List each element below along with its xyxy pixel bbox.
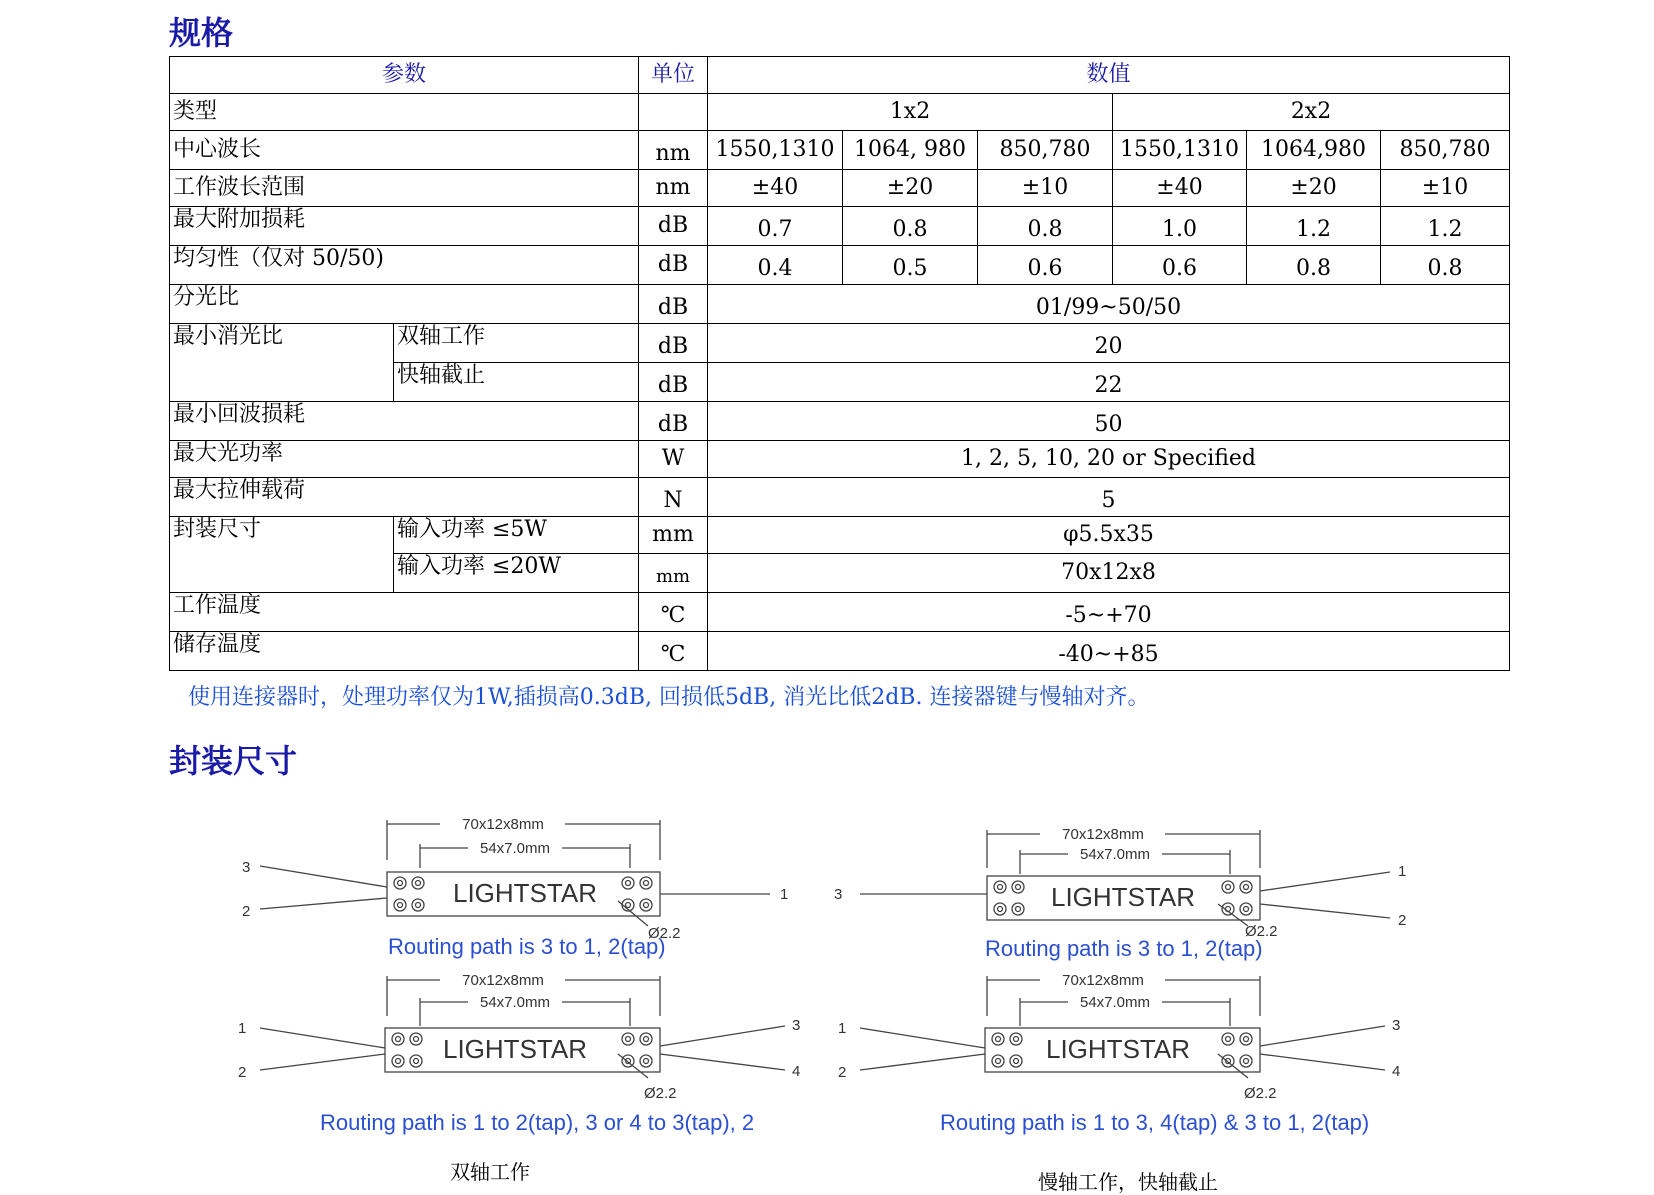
table-row [170,207,1510,246]
row-unit: dB [639,402,708,441]
cell: 1.2 [1247,207,1381,246]
cell: 0.8 [1381,246,1510,285]
row-sublabel: 快轴截止 [394,363,639,402]
cell: ±40 [708,170,843,207]
port-label: 3 [834,886,843,903]
port-label: 2 [838,1064,847,1081]
row-label: 储存温度 [170,632,639,671]
hole-diameter: Ø2.2 [1244,1085,1277,1102]
cell: 0.8 [843,207,978,246]
cell: 1.0 [1113,207,1247,246]
row-unit: dB [639,363,708,402]
type-2x2: 2x2 [1113,94,1510,131]
port-label: 2 [242,903,251,920]
outer-dimension: 70x12x8mm [462,816,544,833]
row-unit: dB [639,246,708,285]
row-unit: mm [639,554,708,593]
row-sublabel: 输入功率 ≤20W [394,554,639,593]
port-label: 2 [1398,912,1407,929]
row-unit: dB [639,285,708,324]
type-1x2: 1x2 [708,94,1113,131]
caption-left: 双轴工作 [450,1160,530,1184]
routing-path: Routing path is 3 to 1, 2(tap) [388,934,666,959]
row-value: -40~+85 [708,632,1510,671]
row-label: 工作温度 [170,593,639,632]
brand-logo: LIGHTSTAR [453,878,597,908]
cell: 0.7 [708,207,843,246]
row-unit: nm [639,170,708,207]
row-label: 中心波长 [170,131,639,170]
row-value: 50 [708,402,1510,441]
row-unit: N [639,478,708,517]
row-unit: mm [639,517,708,554]
header-param: 参数 [170,57,639,94]
routing-path: Routing path is 1 to 3, 4(tap) & 3 to 1, 2(tap) [940,1110,1370,1135]
row-label: 封装尺寸 [170,517,394,593]
row-label: 最大拉伸载荷 [170,478,639,517]
header-unit: 单位 [639,57,708,94]
row-label: 均匀性（仅对 50/50) [170,246,639,285]
row-value: 22 [708,363,1510,402]
routing-path: Routing path is 3 to 1, 2(tap) [985,936,1263,961]
tensile-row [170,478,1510,517]
port-label: 3 [242,859,251,876]
brand-logo: LIGHTSTAR [443,1034,587,1064]
inner-dimension: 54x7.0mm [479,840,551,857]
outer-dimension: 70x12x8mm [462,972,544,989]
port-label: 4 [792,1063,801,1080]
cell: 0.8 [1247,246,1381,285]
storage-row [170,632,1510,671]
row-unit: dB [639,207,708,246]
cell: 850,780 [978,131,1113,170]
row-unit: ℃ [639,593,708,632]
row-unit: W [639,441,708,478]
hole-diameter: Ø2.2 [648,925,681,942]
cell: 0.8 [978,207,1113,246]
cell: ±10 [1381,170,1510,207]
row-value: 1, 2, 5, 10, 20 or Specified [708,441,1510,478]
max-power-row [170,441,1510,478]
table-row [170,170,1510,207]
row-label: 最小消光比 [170,324,394,402]
hole-diameter: Ø2.2 [644,1085,677,1102]
spec-heading: 规格 [169,14,234,52]
cell: 1.2 [1381,207,1510,246]
cell: ±40 [1113,170,1247,207]
op-temp-row [170,593,1510,632]
cell: 1064,980 [1247,131,1381,170]
split-row [170,285,1510,324]
port-label: 2 [238,1064,247,1081]
cell: 1550,1310 [1113,131,1247,170]
hole-diameter: Ø2.2 [1245,923,1278,940]
header-value: 数值 [708,57,1510,94]
type-row [170,94,1510,131]
cell: 0.6 [1113,246,1247,285]
row-label: 最小回波损耗 [170,402,639,441]
row-unit: dB [639,324,708,363]
spec-table [169,56,1510,671]
row-value: 20 [708,324,1510,363]
header-row [170,57,1510,94]
port-label: 1 [238,1020,247,1037]
inner-dimension: 54x7.0mm [1079,994,1151,1011]
port-label: 1 [838,1020,847,1037]
package-drawing-top-left [220,808,820,968]
package-drawing-bottom-left [220,970,820,1140]
cell: ±10 [978,170,1113,207]
row-value: -5~+70 [708,593,1510,632]
package-row-1 [170,517,1510,554]
cell: 0.4 [708,246,843,285]
package-drawing-bottom-right [820,970,1420,1140]
row-label: 工作波长范围 [170,170,639,207]
port-label: 3 [792,1017,801,1034]
table-row [170,246,1510,285]
routing-path: Routing path is 1 to 2(tap), 3 or 4 to 3(tap), 2 [320,1110,755,1135]
port-label: 1 [1398,863,1407,880]
cell: 1064, 980 [843,131,978,170]
package-drawing-top-right [820,818,1420,968]
connector-note: 使用连接器时，处理功率仅为1W,插损高0.3dB, 回损低5dB, 消光比低2dB. 连接器键与慢轴对齐。 [188,685,1150,710]
row-unit: ℃ [639,632,708,671]
table-row [170,131,1510,170]
cell: 850,780 [1381,131,1510,170]
outer-dimension: 70x12x8mm [1062,972,1144,989]
cell: 0.6 [978,246,1113,285]
row-label: 分光比 [170,285,639,324]
type-label: 类型 [170,94,639,131]
type-unit [639,94,708,131]
port-label: 1 [780,886,789,903]
package-heading: 封装尺寸 [169,742,298,780]
cell: 1550,1310 [708,131,843,170]
port-label: 3 [1392,1017,1401,1034]
inner-dimension: 54x7.0mm [1079,846,1151,863]
caption-right: 慢轴工作，快轴截止 [1038,1170,1218,1194]
row-sublabel: 双轴工作 [394,324,639,363]
row-unit: nm [639,131,708,170]
row-label: 最大光功率 [170,441,639,478]
row-value: 5 [708,478,1510,517]
inner-dimension: 54x7.0mm [479,994,551,1011]
row-value: φ5.5x35 [708,517,1510,554]
brand-logo: LIGHTSTAR [1046,1034,1190,1064]
return-loss-row [170,402,1510,441]
row-value: 70x12x8 [708,554,1510,593]
row-sublabel: 输入功率 ≤5W [394,517,639,554]
cell: ±20 [1247,170,1381,207]
row-value: 01/99~50/50 [708,285,1510,324]
port-label: 4 [1392,1063,1401,1080]
row-label: 最大附加损耗 [170,207,639,246]
extinction-row-1 [170,324,1510,363]
cell: 0.5 [843,246,978,285]
cell: ±20 [843,170,978,207]
brand-logo: LIGHTSTAR [1051,882,1195,912]
outer-dimension: 70x12x8mm [1062,826,1144,843]
